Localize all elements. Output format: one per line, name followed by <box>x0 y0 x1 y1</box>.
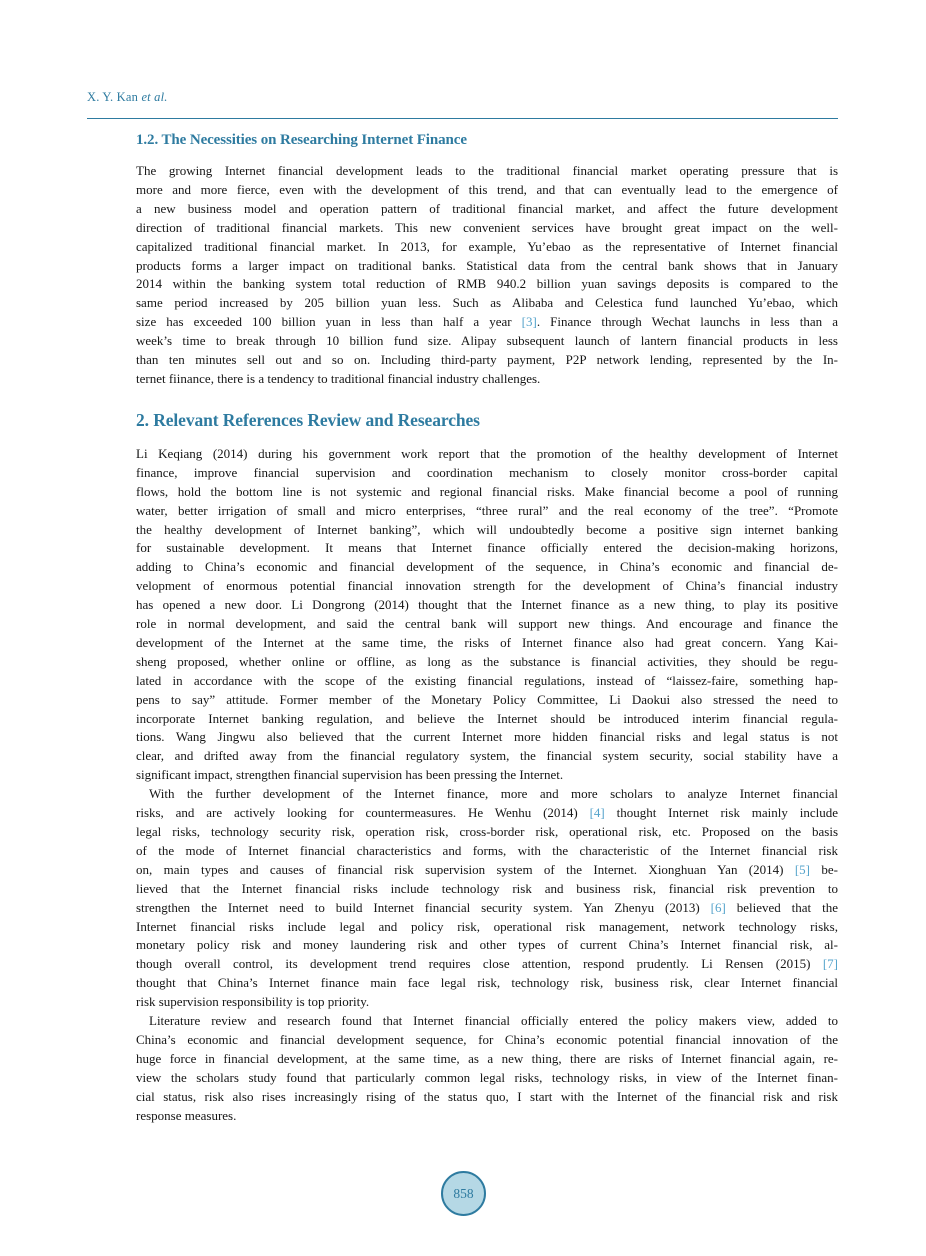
text-line: size has exceeded 100 billion yuan in less than half a year [3]. Finance through Wechat launchs in less than a <box>136 314 839 330</box>
paragraph <box>136 445 838 785</box>
text-line: direction of traditional financial markets. This new convenient services have brought great impact on the well- <box>136 219 838 235</box>
text-line: Li Keqiang (2014) during his government work report that the promotion of the healthy development of Internet <box>136 445 838 461</box>
page-number: 858 <box>453 1185 474 1201</box>
running-head-author: X. Y. Kan <box>87 90 142 104</box>
text-line: Literature review and research found that Internet financial officially entered the policy makers view, added to <box>149 1013 838 1029</box>
article-body <box>136 132 838 1126</box>
text-line: more and more fierce, even with the development of this trend, and that can eventually lead to the emergence of <box>136 181 838 197</box>
text-line: thought that China’s Internet finance main face legal risk, technology risk, business risk, clear Internet financial <box>136 975 838 991</box>
text-line: risk supervision responsibility is top priority. <box>136 994 370 1010</box>
text-line: huge force in financial development, at the same time, as a new thing, there are risks of Internet financial again, re- <box>136 1050 838 1066</box>
text-line: strengthen the Internet need to build Internet financial security system. Yan Zhenyu (2013) [6] believed that the <box>136 899 838 915</box>
text-line: risks, and are actively looking for countermeasures. He Wenhu (2014) [4] thought Internet risk mainly include <box>136 805 838 821</box>
running-head <box>87 90 168 105</box>
text-line: week’s time to break through 10 billion fund size. Alipay subsequent launch of lantern financial products in less <box>136 333 838 349</box>
text-line: pens to say” attitude. Former member of the Monetary Policy Committee, Li Daokui also stressed the need to <box>136 691 838 707</box>
paragraph <box>136 785 838 1012</box>
text-line: China’s economic and financial development sequence, for China’s economic potential financial innovation of the <box>136 1031 838 1047</box>
section-heading-2: 2. Relevant References Review and Researches <box>136 409 480 430</box>
citation-link[interactable]: [3] <box>521 314 537 330</box>
text-line: adding to China’s economic and financial development of the sequence, in China’s economic and financial de- <box>136 559 838 575</box>
text-line: flows, hold the bottom line is not systemic and regional financial risks. Make financial become a pool of running <box>136 483 838 499</box>
text-line: on, main types and causes of financial risk supervision system of the Internet. Xionghuan Yan (2014) [5] be- <box>136 861 838 877</box>
text-line: The growing Internet financial development leads to the traditional financial market operating pressure that is <box>136 163 838 178</box>
text-line: the healthy development of Internet banking”, which will undoubtedly become a positive sign internet banking <box>136 521 838 537</box>
text-line: has opened a new door. Li Dongrong (2014) thought that the Internet finance as a new thing, to play its positive <box>136 597 838 613</box>
citation-link[interactable]: [5] <box>794 861 811 877</box>
text-line: view the scholars study found that particularly common legal risks, technology risks, in view of the Internet finan- <box>136 1069 838 1085</box>
citation-link[interactable]: [6] <box>710 899 726 915</box>
paragraph <box>136 162 838 389</box>
running-head-etal: et al. <box>141 90 168 104</box>
text-line: water, better irrigation of small and micro enterprises, “three rural” and the real economy of the tree”. “Promote <box>136 502 838 518</box>
section-heading-1-2: 1.2. The Necessities on Researching Internet Finance <box>136 132 467 148</box>
text-line: cial status, risk also rises increasingly rising of the status quo, I start with the Internet of the financial risk and risk <box>136 1088 838 1104</box>
citation-link[interactable]: [4] <box>589 805 605 821</box>
text-line: same period increased by 205 billion yuan less. Such as Alibaba and Celestica fund launched Yu’ebao, which <box>136 295 838 311</box>
text-line: for sustainable development. It means that Internet finance officially entered the decision-making horizons, <box>136 540 838 556</box>
text-line: of the mode of Internet financial characteristics and forms, with the characteristic of the Internet financial risk <box>136 842 838 858</box>
page-number-badge <box>441 1171 486 1216</box>
text-line: monetary policy risk and money laundering risk and other types of current China’s Internet financial risk, al- <box>136 937 838 953</box>
paragraph <box>136 1012 838 1125</box>
text-line: response measures. <box>136 1107 237 1123</box>
text-line: With the further development of the Internet finance, more and more scholars to analyze Internet financial <box>149 786 838 802</box>
text-line: development of the Internet at the same time, the risks of Internet finance also had great concern. Yang Kai- <box>136 634 838 650</box>
text-line: significant impact, strengthen financial supervision has been pressing the Internet. <box>136 767 564 783</box>
text-line: lated in accordance with the scope of the existing financial regulations, instead of “laissez-faire, something hap- <box>136 672 838 688</box>
text-line: 2014 within the banking system total reduction of RMB 940.2 billion yuan savings deposits is compared to the <box>136 276 838 292</box>
text-line: legal risks, technology security risk, operation risk, cross-border risk, operational risk, etc. Proposed on the basis <box>136 824 838 839</box>
text-line: capitalized traditional financial market. In 2013, for example, Yu’ebao as the representative of Internet financial <box>136 238 838 254</box>
text-line: products forms a larger impact on traditional banks. Statistical data from the central bank shows that in January <box>136 257 838 273</box>
text-line: than ten minutes sell out and so on. Including third-party payment, P2P network lending, represented by the In- <box>136 352 838 368</box>
text-line: though overall control, its development trend requires close attention, respond prudently. Li Rensen (2015) [7] <box>136 956 838 972</box>
text-line: finance, improve financial supervision and coordination mechanism to closely monitor cross-border capital <box>136 464 838 480</box>
header-rule <box>87 118 838 119</box>
text-line: lieved that the Internet financial risks include technology risk and business risk, financial risk prevention to <box>136 880 838 896</box>
text-line: role in normal development, and said the central bank will support new things. And encourage and finance the <box>136 616 838 632</box>
text-line: tions. Wang Jingwu also believed that the current Internet more hidden financial risks and legal status is not <box>136 729 838 745</box>
text-line: ternet fiinance, there is a tendency to traditional financial industry challenges. <box>136 370 541 386</box>
text-line: a new business model and operation pattern of traditional financial market, and affect the future development <box>136 200 838 216</box>
text-line: Internet financial risks include legal and policy risk, operational risk management, network technology risks, <box>136 918 838 934</box>
text-line: velopment of enormous potential financial innovation strength for the development of China’s financial industry <box>136 578 838 594</box>
text-line: incorporate Internet banking regulation, and believe the Internet should be introduced interim financial regula- <box>136 710 838 726</box>
text-line: sheng proposed, whether online or offline, as long as the substance is financial activities, they should be regu- <box>136 653 838 669</box>
text-line: clear, and drifted away from the financial regulatory system, the financial system security, social stability have a <box>136 748 838 764</box>
citation-link[interactable]: [7] <box>822 956 838 972</box>
